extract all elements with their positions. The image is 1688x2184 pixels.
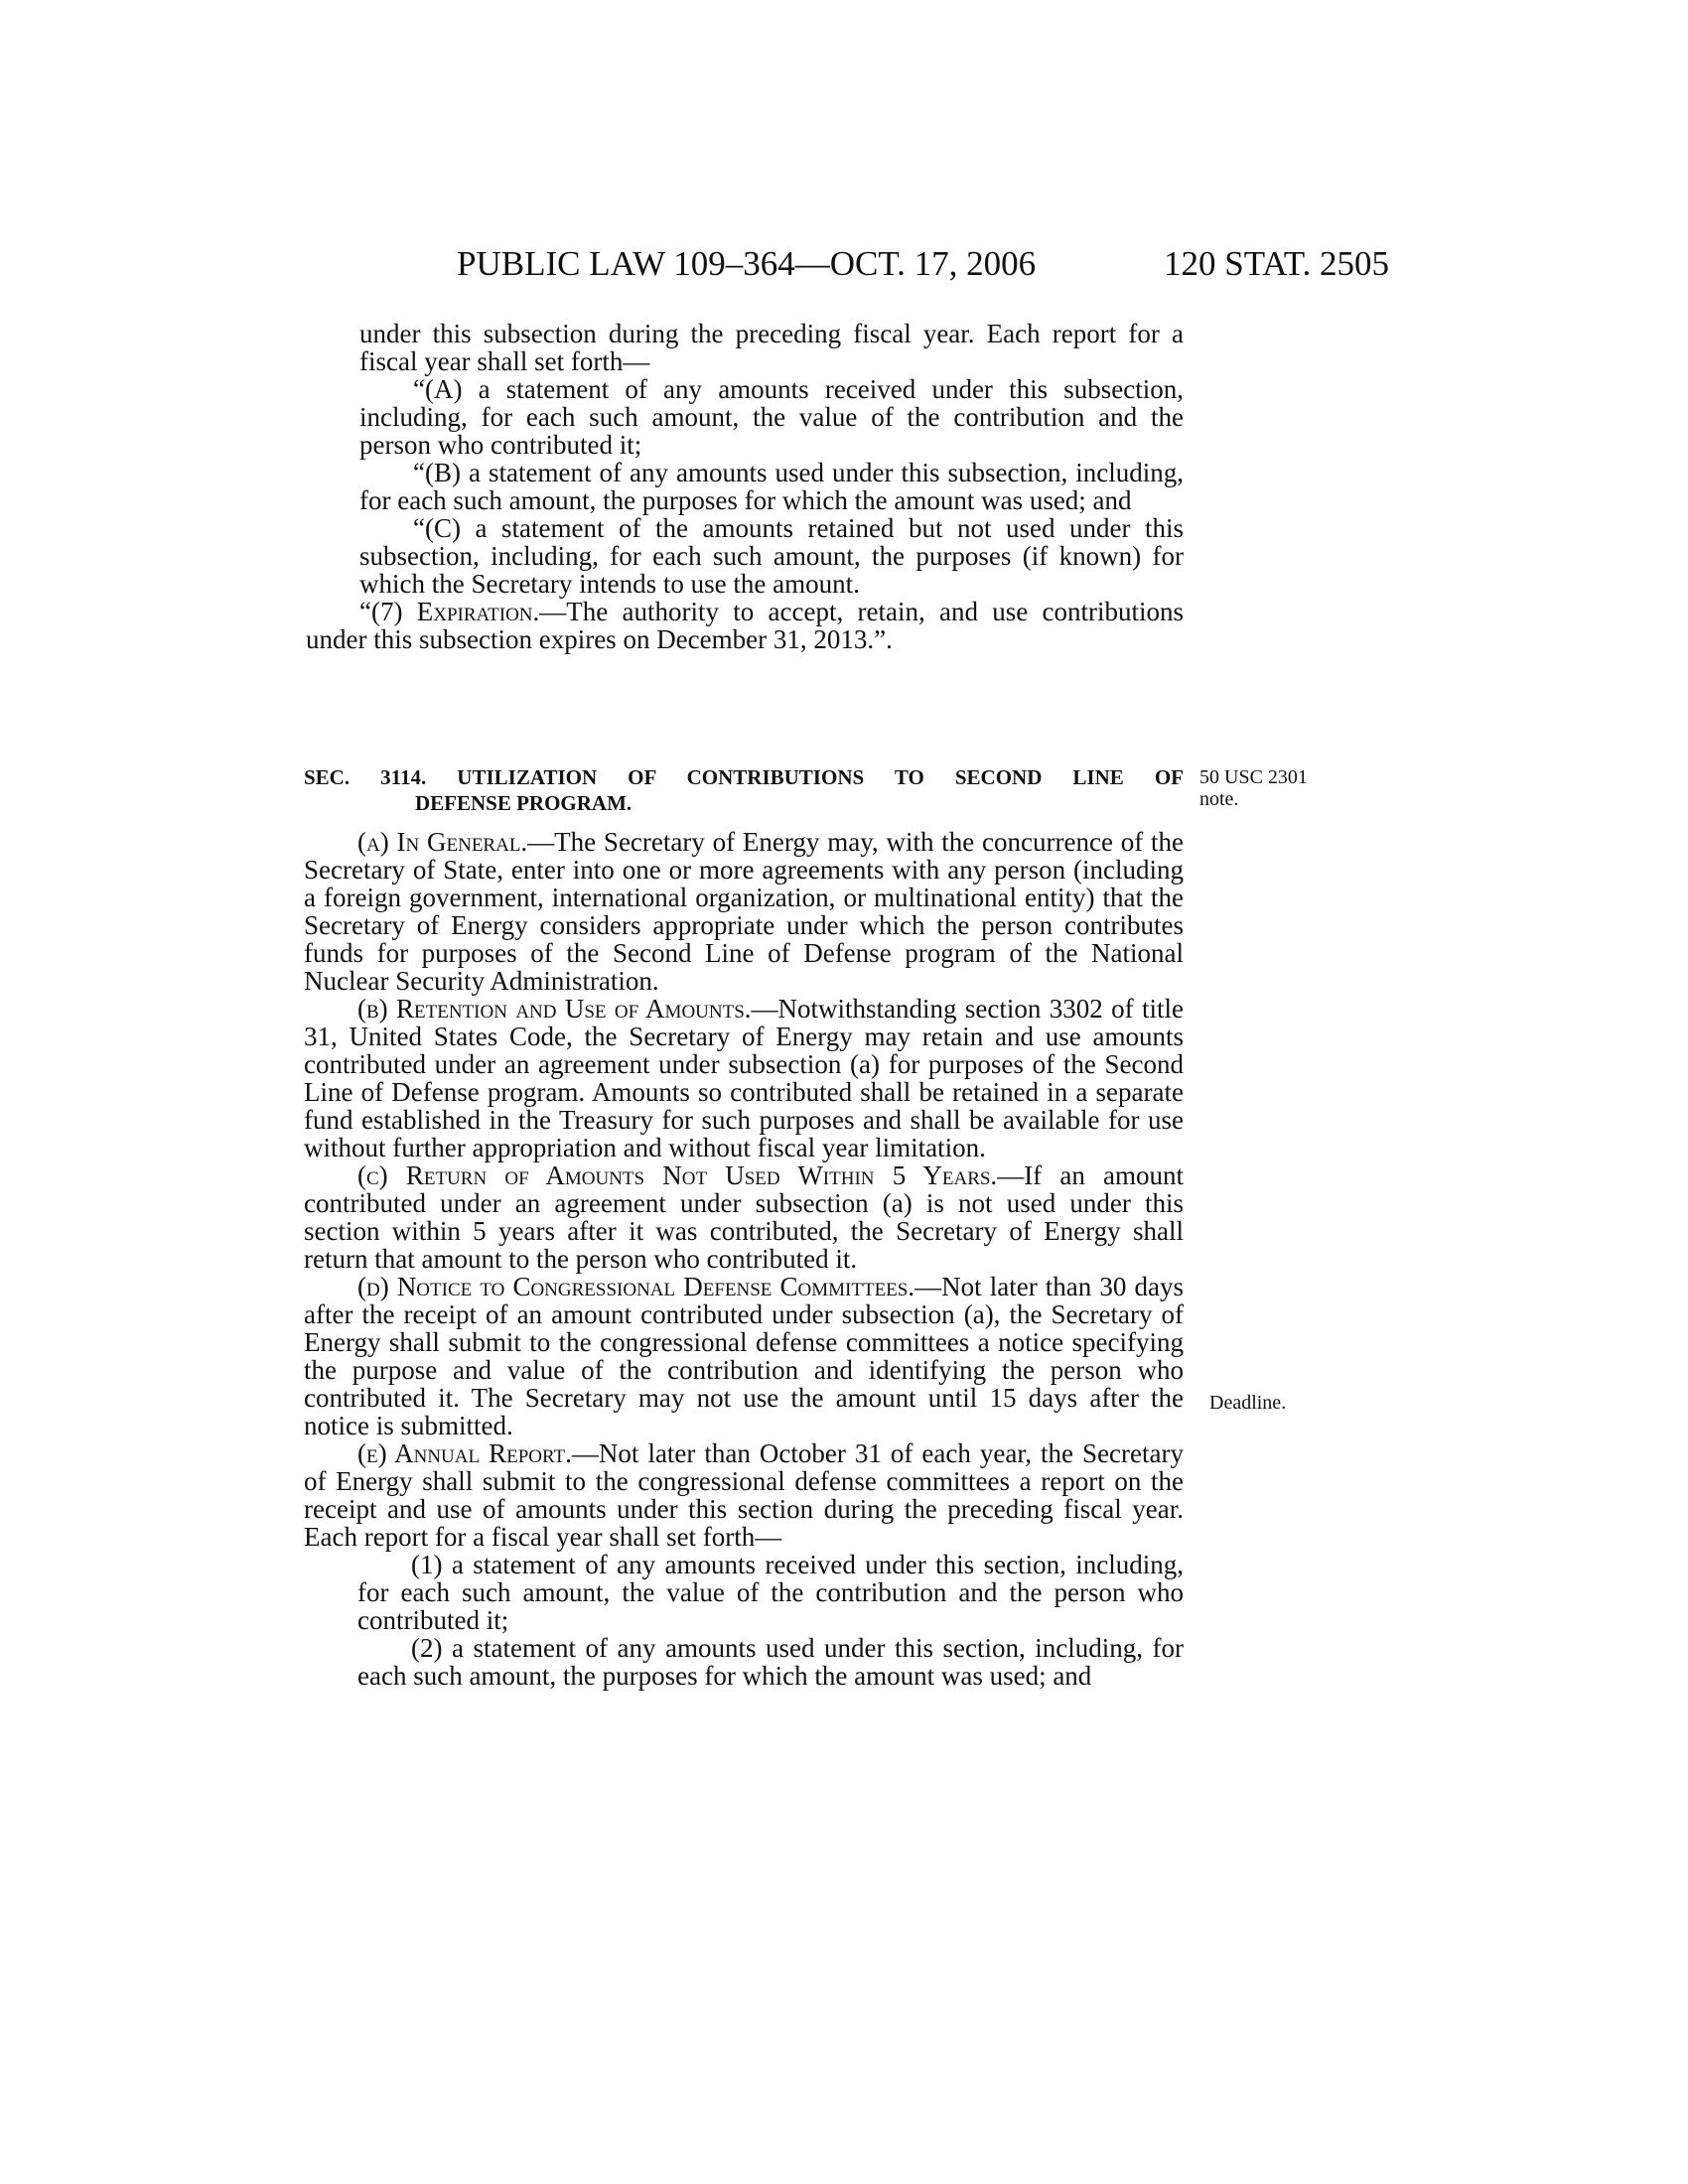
paragraph-7-text: —The authority to accept, retain, and use contributions under this subsection expires on December 31, 2013.”.	[306, 597, 1184, 654]
subsection-e	[304, 1439, 1184, 1551]
margin-note-usc-line2: note.	[1199, 788, 1239, 810]
paragraph-7-heading: “(7) Expiration.	[359, 597, 540, 626]
paragraph-continued: under this subsection during the preceding fiscal year. Each report for a fiscal year shall set forth—	[359, 319, 1184, 376]
continued-text-block	[306, 319, 1184, 654]
margin-note-usc-line1: 50 USC 2301	[1199, 766, 1308, 788]
clause-b: “(B) a statement of any amounts used under this subsection, including, for each such amount, the purposes for which the amount was used; and	[359, 458, 1184, 515]
subsection-e-heading: (e) Annual Report.	[357, 1438, 572, 1468]
subsection-a-text: —The Secretary of Energy may, with the concurrence of the Secretary of State, enter into one or more agreements with any person (including a foreign government, international organization, or multinational entity) that the Secretary of Energy considers appropriate under which the person contributes funds for purposes of the Second Line of Defense program of the National Nuclear Security Administration.	[304, 827, 1184, 996]
paragraph-7	[306, 598, 1184, 653]
subsection-d	[304, 1273, 1184, 1439]
running-header-title: PUBLIC LAW 109–364—OCT. 17, 2006	[457, 244, 1037, 283]
subsection-e-text: —Not later than October 31 of each year, the Secretary of Energy shall submit to the congressional defense committees a report on the receipt and use of amounts under this section during the preceding fiscal year. Each report for a fiscal year shall set forth—	[304, 1438, 1184, 1552]
subsection-b	[304, 995, 1184, 1161]
margin-note-deadline: Deadline.	[1209, 1392, 1287, 1414]
margin-note-usc	[1199, 766, 1308, 810]
section-body	[304, 828, 1184, 1690]
clause-c: “(C) a statement of the amounts retained but not used under this subsection, including, for each such amount, the purposes (if known) for which the Secretary intends to use the amount.	[359, 513, 1184, 599]
subsection-b-text: —Notwithstanding section 3302 of title 31, United States Code, the Secretary of Energy may retain and use amounts contributed under an agreement under subsection (a) for purposes of the Second Line of Defense program. Amounts so contributed shall be retained in a separate fund established in the Treasury for such purposes and shall be available for use without further appropriation and without fiscal year limitation.	[304, 994, 1184, 1162]
subsection-c-text: —If an amount contributed under an agreement under subsection (a) is not used under this section within 5 years after it was contributed, the Secretary of Energy shall return that amount to the person who contributed it.	[304, 1160, 1184, 1274]
subsection-c-heading: (c) Return of Amounts Not Used Within 5 Years.	[357, 1160, 998, 1190]
section-heading-line2: DEFENSE PROGRAM.	[415, 791, 633, 815]
paragraph-e1: (1) a statement of any amounts received under this section, including, for each such amount, the value of the contribution and the person who contributed it;	[357, 1550, 1184, 1635]
subsection-c	[304, 1161, 1184, 1273]
paragraph-e2: (2) a statement of any amounts used under this section, including, for each such amount, the purposes for which the amount was used; and	[357, 1633, 1184, 1691]
subsection-d-text: —Not later than 30 days after the receipt of an amount contributed under subsection (a), the Secretary of Energy shall submit to the congressional defense committees a notice specifying the purpose and value of the contribution and identifying the person who contributed it. The Secretary may not use the amount until 15 days after the notice is submitted.	[304, 1272, 1184, 1440]
subsection-a	[304, 828, 1184, 995]
running-header-page: 120 STAT. 2505	[1164, 244, 1389, 283]
subsection-a-heading: (a) In General.	[357, 827, 528, 857]
subsection-b-heading: (b) Retention and Use of Amounts.	[357, 994, 752, 1024]
section-heading	[304, 764, 1184, 816]
subsection-d-heading: (d) Notice to Congressional Defense Committees.	[357, 1272, 915, 1301]
section-heading-line1: SEC. 3114. UTILIZATION OF CONTRIBUTIONS TO SECOND LINE OF	[304, 765, 1184, 789]
clause-a: “(A) a statement of any amounts received under this subsection, including, for each such amount, the value of the contribution and the person who contributed it;	[359, 374, 1184, 460]
